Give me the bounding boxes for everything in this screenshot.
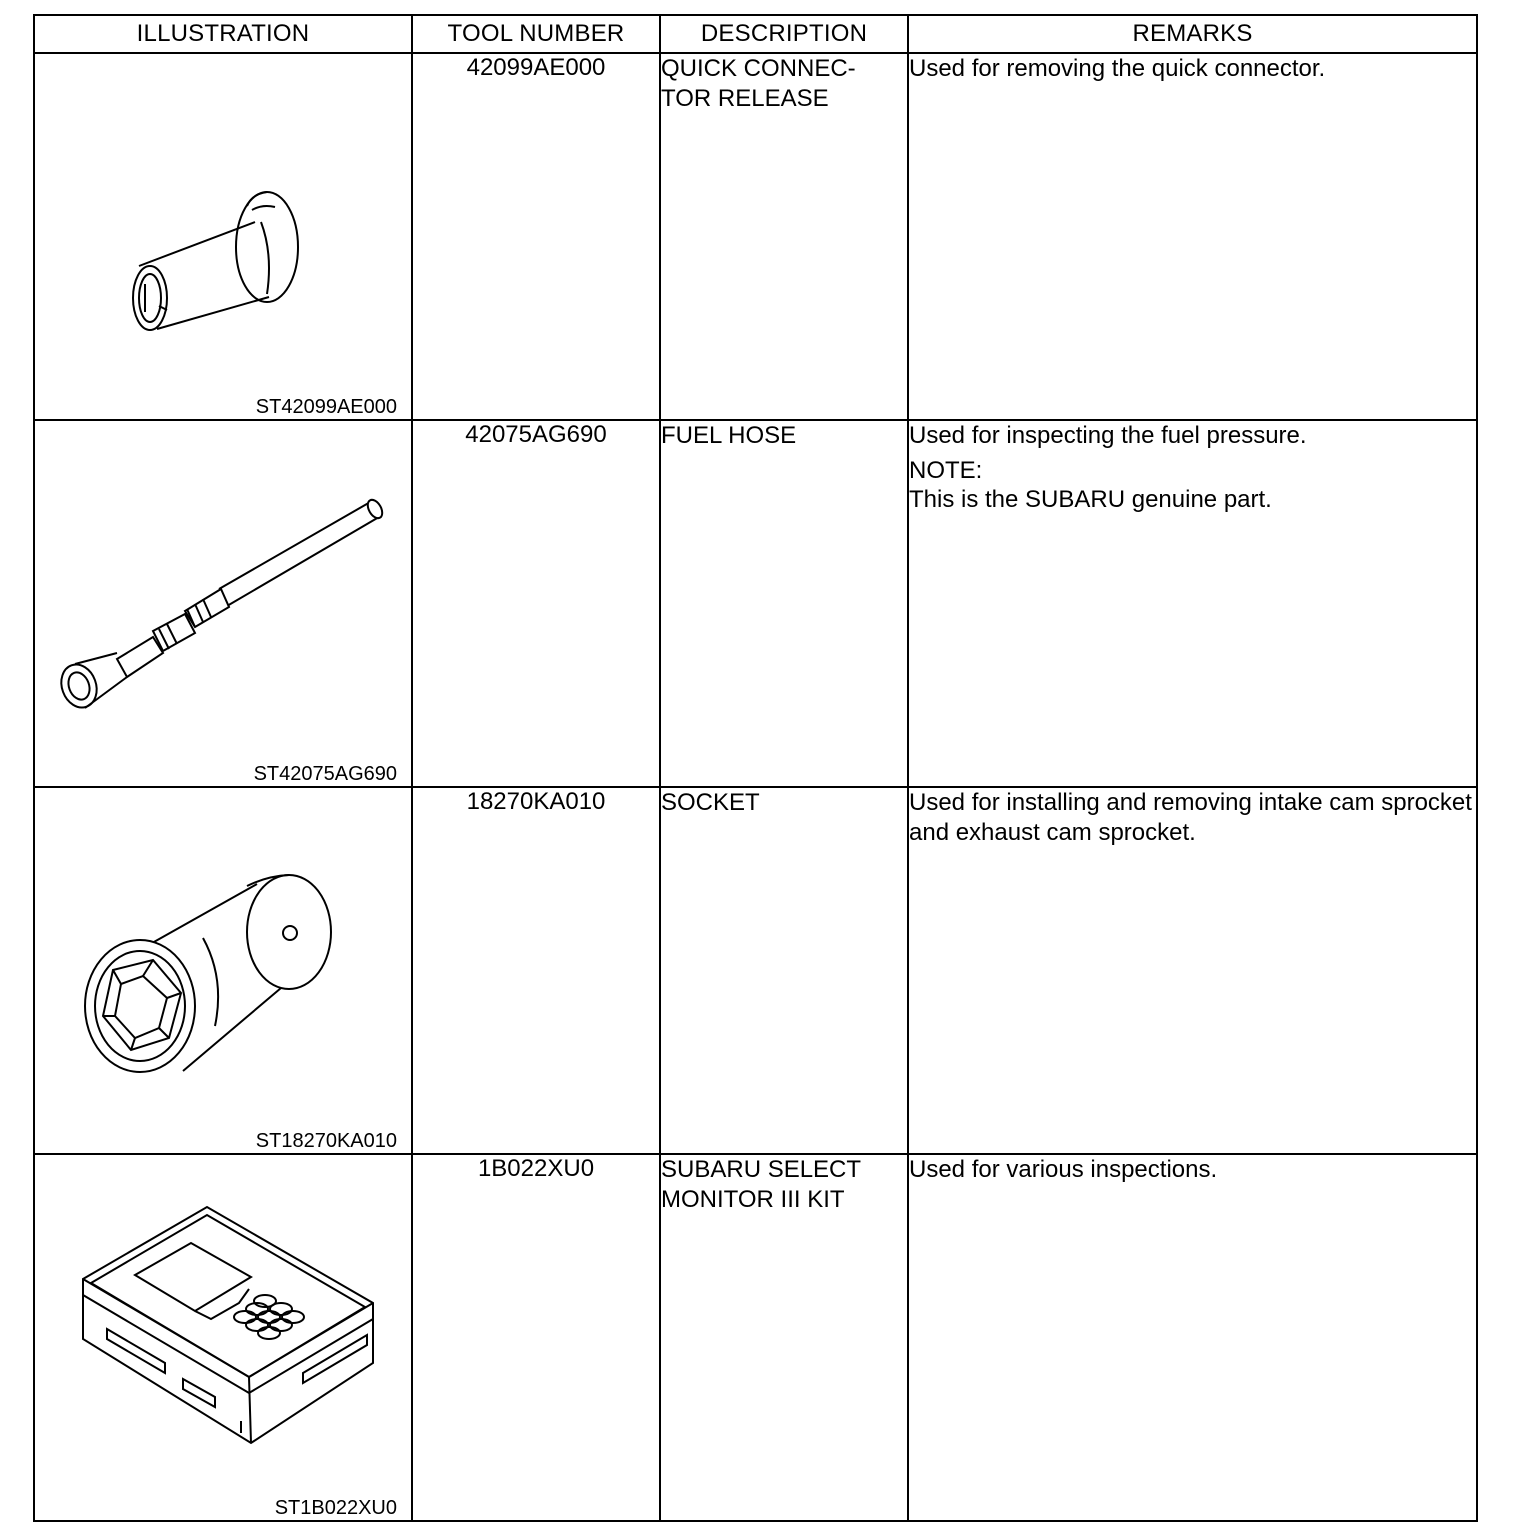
table-row (34, 1154, 1477, 1521)
note-label: NOTE: (909, 457, 983, 484)
note-text: This is the SUBARU genuine part. (909, 486, 1272, 513)
illustration-code: ST1B022XU0 (274, 1497, 397, 1519)
illustration-code: ST42075AG690 (253, 763, 397, 785)
quick-connector-release-icon (35, 54, 413, 419)
header-remarks: REMARKS (908, 15, 1477, 53)
special-tools-table (33, 14, 1478, 1522)
tool-number: 1B022XU0 (412, 1154, 660, 1521)
illustration-cell (34, 1154, 412, 1521)
illustration-code: ST18270KA010 (255, 1130, 397, 1152)
socket-icon (35, 788, 413, 1153)
illustration-code: ST42099AE000 (255, 396, 397, 418)
remarks (908, 1154, 1477, 1521)
remarks (908, 787, 1477, 1154)
table-row (34, 53, 1477, 420)
header-row (34, 15, 1477, 53)
remarks-text: Used for installing and removing intake cam sprocket and exhaust cam sprocket. (909, 789, 1472, 846)
remarks (908, 420, 1477, 787)
table-row (34, 787, 1477, 1154)
fuel-hose-icon (35, 421, 413, 786)
header-illustration: ILLUSTRATION (34, 15, 412, 53)
description: SOCKET (660, 787, 908, 1154)
header-tool-number: TOOL NUMBER (412, 15, 660, 53)
tool-number: 42099AE000 (412, 53, 660, 420)
description: SUBARU SELECT MONITOR III KIT (660, 1154, 908, 1521)
header-description: DESCRIPTION (660, 15, 908, 53)
remarks-text: Used for inspecting the fuel pressure. (909, 422, 1307, 449)
table-row (34, 420, 1477, 787)
remarks (908, 53, 1477, 420)
select-monitor-kit-icon (35, 1155, 413, 1520)
tool-number: 18270KA010 (412, 787, 660, 1154)
illustration-cell (34, 787, 412, 1154)
illustration-cell (34, 420, 412, 787)
illustration-cell (34, 53, 412, 420)
remarks-text: Used for removing the quick connector. (909, 55, 1326, 82)
tool-number: 42075AG690 (412, 420, 660, 787)
description: FUEL HOSE (660, 420, 908, 787)
remarks-text: Used for various inspections. (909, 1156, 1218, 1183)
description: QUICK CONNEC- TOR RELEASE (660, 53, 908, 420)
